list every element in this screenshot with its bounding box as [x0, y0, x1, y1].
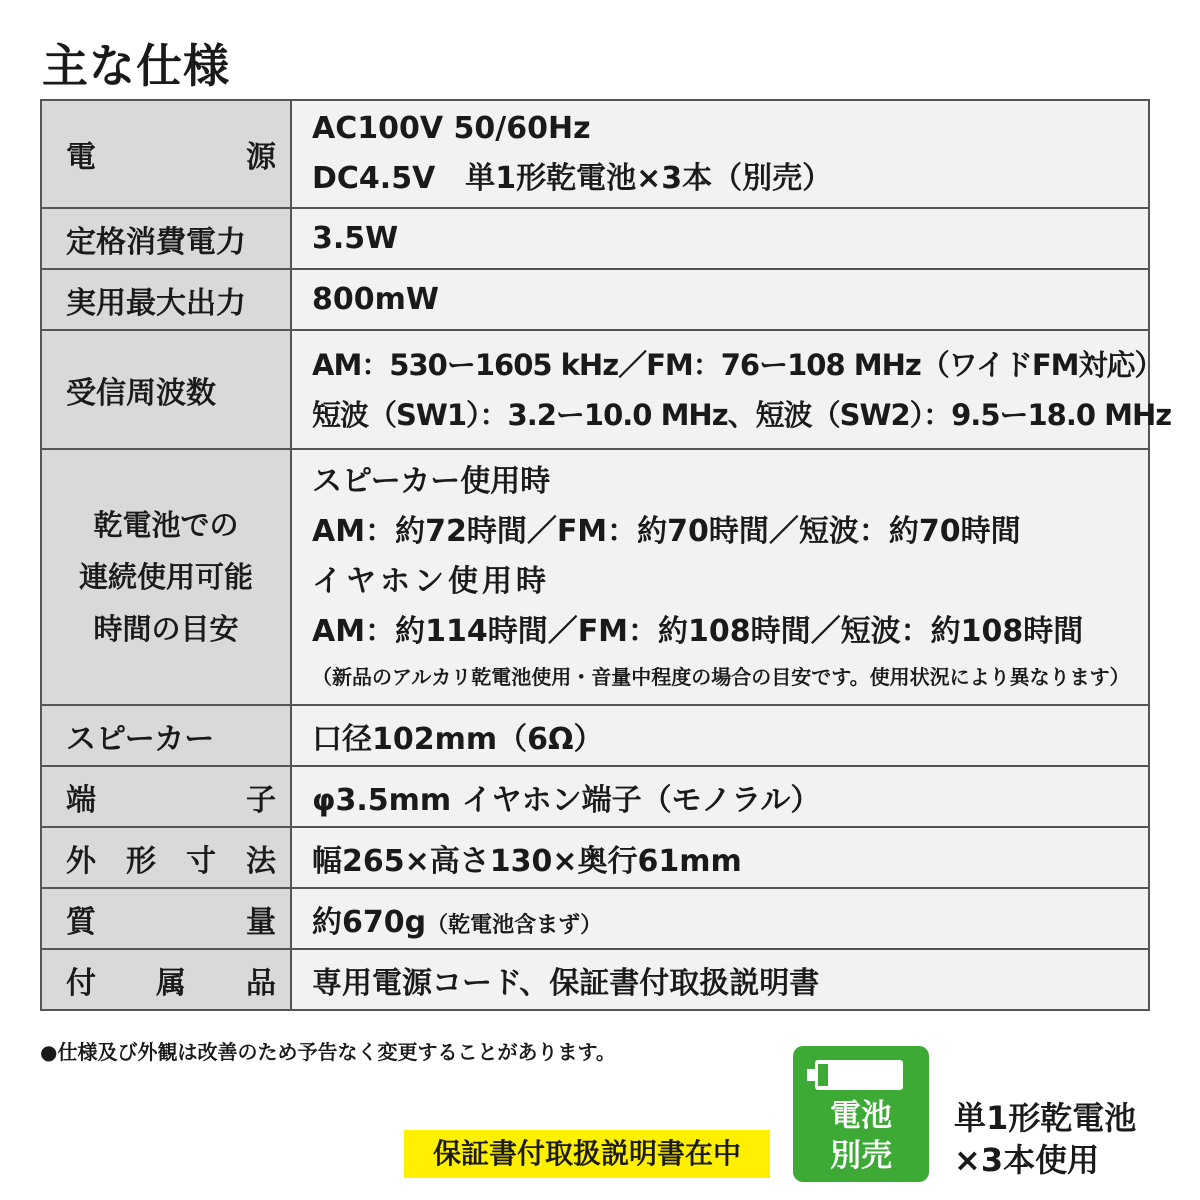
row-value-weight: [291, 888, 1149, 949]
battery-badge-line: 電池: [830, 1098, 892, 1134]
table-row-power: [41, 100, 1149, 208]
battery-badge-line: 別売: [830, 1138, 892, 1174]
table-row-accessories: [41, 949, 1149, 1010]
frequency-am-fm: AM：530ー1605 kHz／FM：76ー108 MHz（ワイドFM対応）: [312, 347, 1163, 382]
battery-icon: [815, 1060, 903, 1090]
table-row-terminal: [41, 766, 1149, 827]
row-label-output: 実用最大出力: [41, 269, 291, 330]
row-label-power: [41, 100, 291, 208]
label-char: 端: [66, 782, 96, 818]
row-label-speaker: スピーカー: [41, 705, 291, 766]
table-row-battery-life: [41, 449, 1149, 705]
row-value-power: [291, 100, 1149, 208]
label-char: 電: [66, 140, 96, 175]
label-char: 外: [66, 843, 96, 879]
earphone-values: AM：約114時間／FM：約108時間／短波：約108時間: [312, 614, 1084, 649]
row-label-consumption: 定格消費電力: [41, 208, 291, 269]
label-char: 形: [126, 843, 156, 879]
row-label-terminal: [41, 766, 291, 827]
row-value-consumption: 3.5W: [291, 208, 1149, 269]
row-label-frequency: 受信周波数: [41, 330, 291, 449]
row-label-dimensions: [41, 827, 291, 888]
label-char: 属: [156, 965, 186, 1001]
label-char: 子: [246, 782, 276, 818]
battery-note-line: ×3本使用: [954, 1141, 1100, 1179]
frequency-sw: 短波（SW1）：3.2ー10.0 MHz、短波（SW2）：9.5ー18.0 MHz: [312, 397, 1172, 432]
battery-usage-note: [954, 1097, 1136, 1181]
table-row-weight: [41, 888, 1149, 949]
row-label-battery-life: [41, 449, 291, 705]
battery-note-line: 単1形乾電池: [954, 1099, 1137, 1137]
row-value-speaker: 口径102mm（6Ω）: [291, 705, 1149, 766]
label-char: 品: [246, 965, 276, 1001]
row-label-weight: [41, 888, 291, 949]
row-value-terminal: φ3.5mm イヤホン端子（モノラル）: [291, 766, 1149, 827]
weight-note: （乾電池含まず）: [426, 912, 603, 938]
label-line: 連続使用可能: [78, 560, 253, 594]
battery-sold-separately-badge: [793, 1046, 929, 1182]
row-value-frequency: [291, 330, 1172, 449]
label-char: 付: [66, 965, 96, 1001]
spec-table: [40, 99, 1172, 1011]
power-dc: DC4.5V 単1形乾電池×3本（別売）: [312, 161, 833, 196]
power-ac: AC100V 50/60Hz: [312, 111, 591, 146]
battery-badge-text: [793, 1096, 929, 1176]
label-char: 法: [246, 843, 276, 879]
label-char: 質: [66, 904, 96, 940]
table-row-consumption: [41, 208, 1149, 269]
page-title: 主な仕様: [42, 39, 230, 93]
footnote: ●仕様及び外観は改善のため予告なく変更することがあります。: [40, 1040, 616, 1064]
table-row-output: [41, 269, 1149, 330]
manual-included-badge: 保証書付取扱説明書在中: [404, 1130, 770, 1178]
label-char: 源: [246, 140, 276, 175]
row-value-output: 800mW: [291, 269, 1149, 330]
battery-life-note: （新品のアルカリ乾電池使用・音量中程度の場合の目安です。使用状況により異なります）: [312, 665, 1130, 689]
speaker-values: AM：約72時間／FM：約70時間／短波：約70時間: [312, 514, 1021, 549]
weight-value: 約670g: [312, 904, 427, 940]
row-value-dimensions: 幅265×高さ130×奥行61mm: [291, 827, 1149, 888]
earphone-heading: イヤホン使用時: [312, 564, 550, 599]
label-char: 量: [246, 904, 276, 940]
label-line: 乾電池での: [93, 508, 239, 542]
row-label-accessories: [41, 949, 291, 1010]
table-row-dimensions: [41, 827, 1149, 888]
label-line: 時間の目安: [93, 612, 239, 646]
speaker-heading: スピーカー使用時: [312, 464, 551, 499]
table-row-frequency: [41, 330, 1149, 449]
row-value-accessories: 専用電源コード、保証書付取扱説明書: [291, 949, 1149, 1010]
table-row-speaker: [41, 705, 1149, 766]
label-char: 寸: [186, 843, 216, 879]
row-value-battery-life: [291, 449, 1149, 705]
